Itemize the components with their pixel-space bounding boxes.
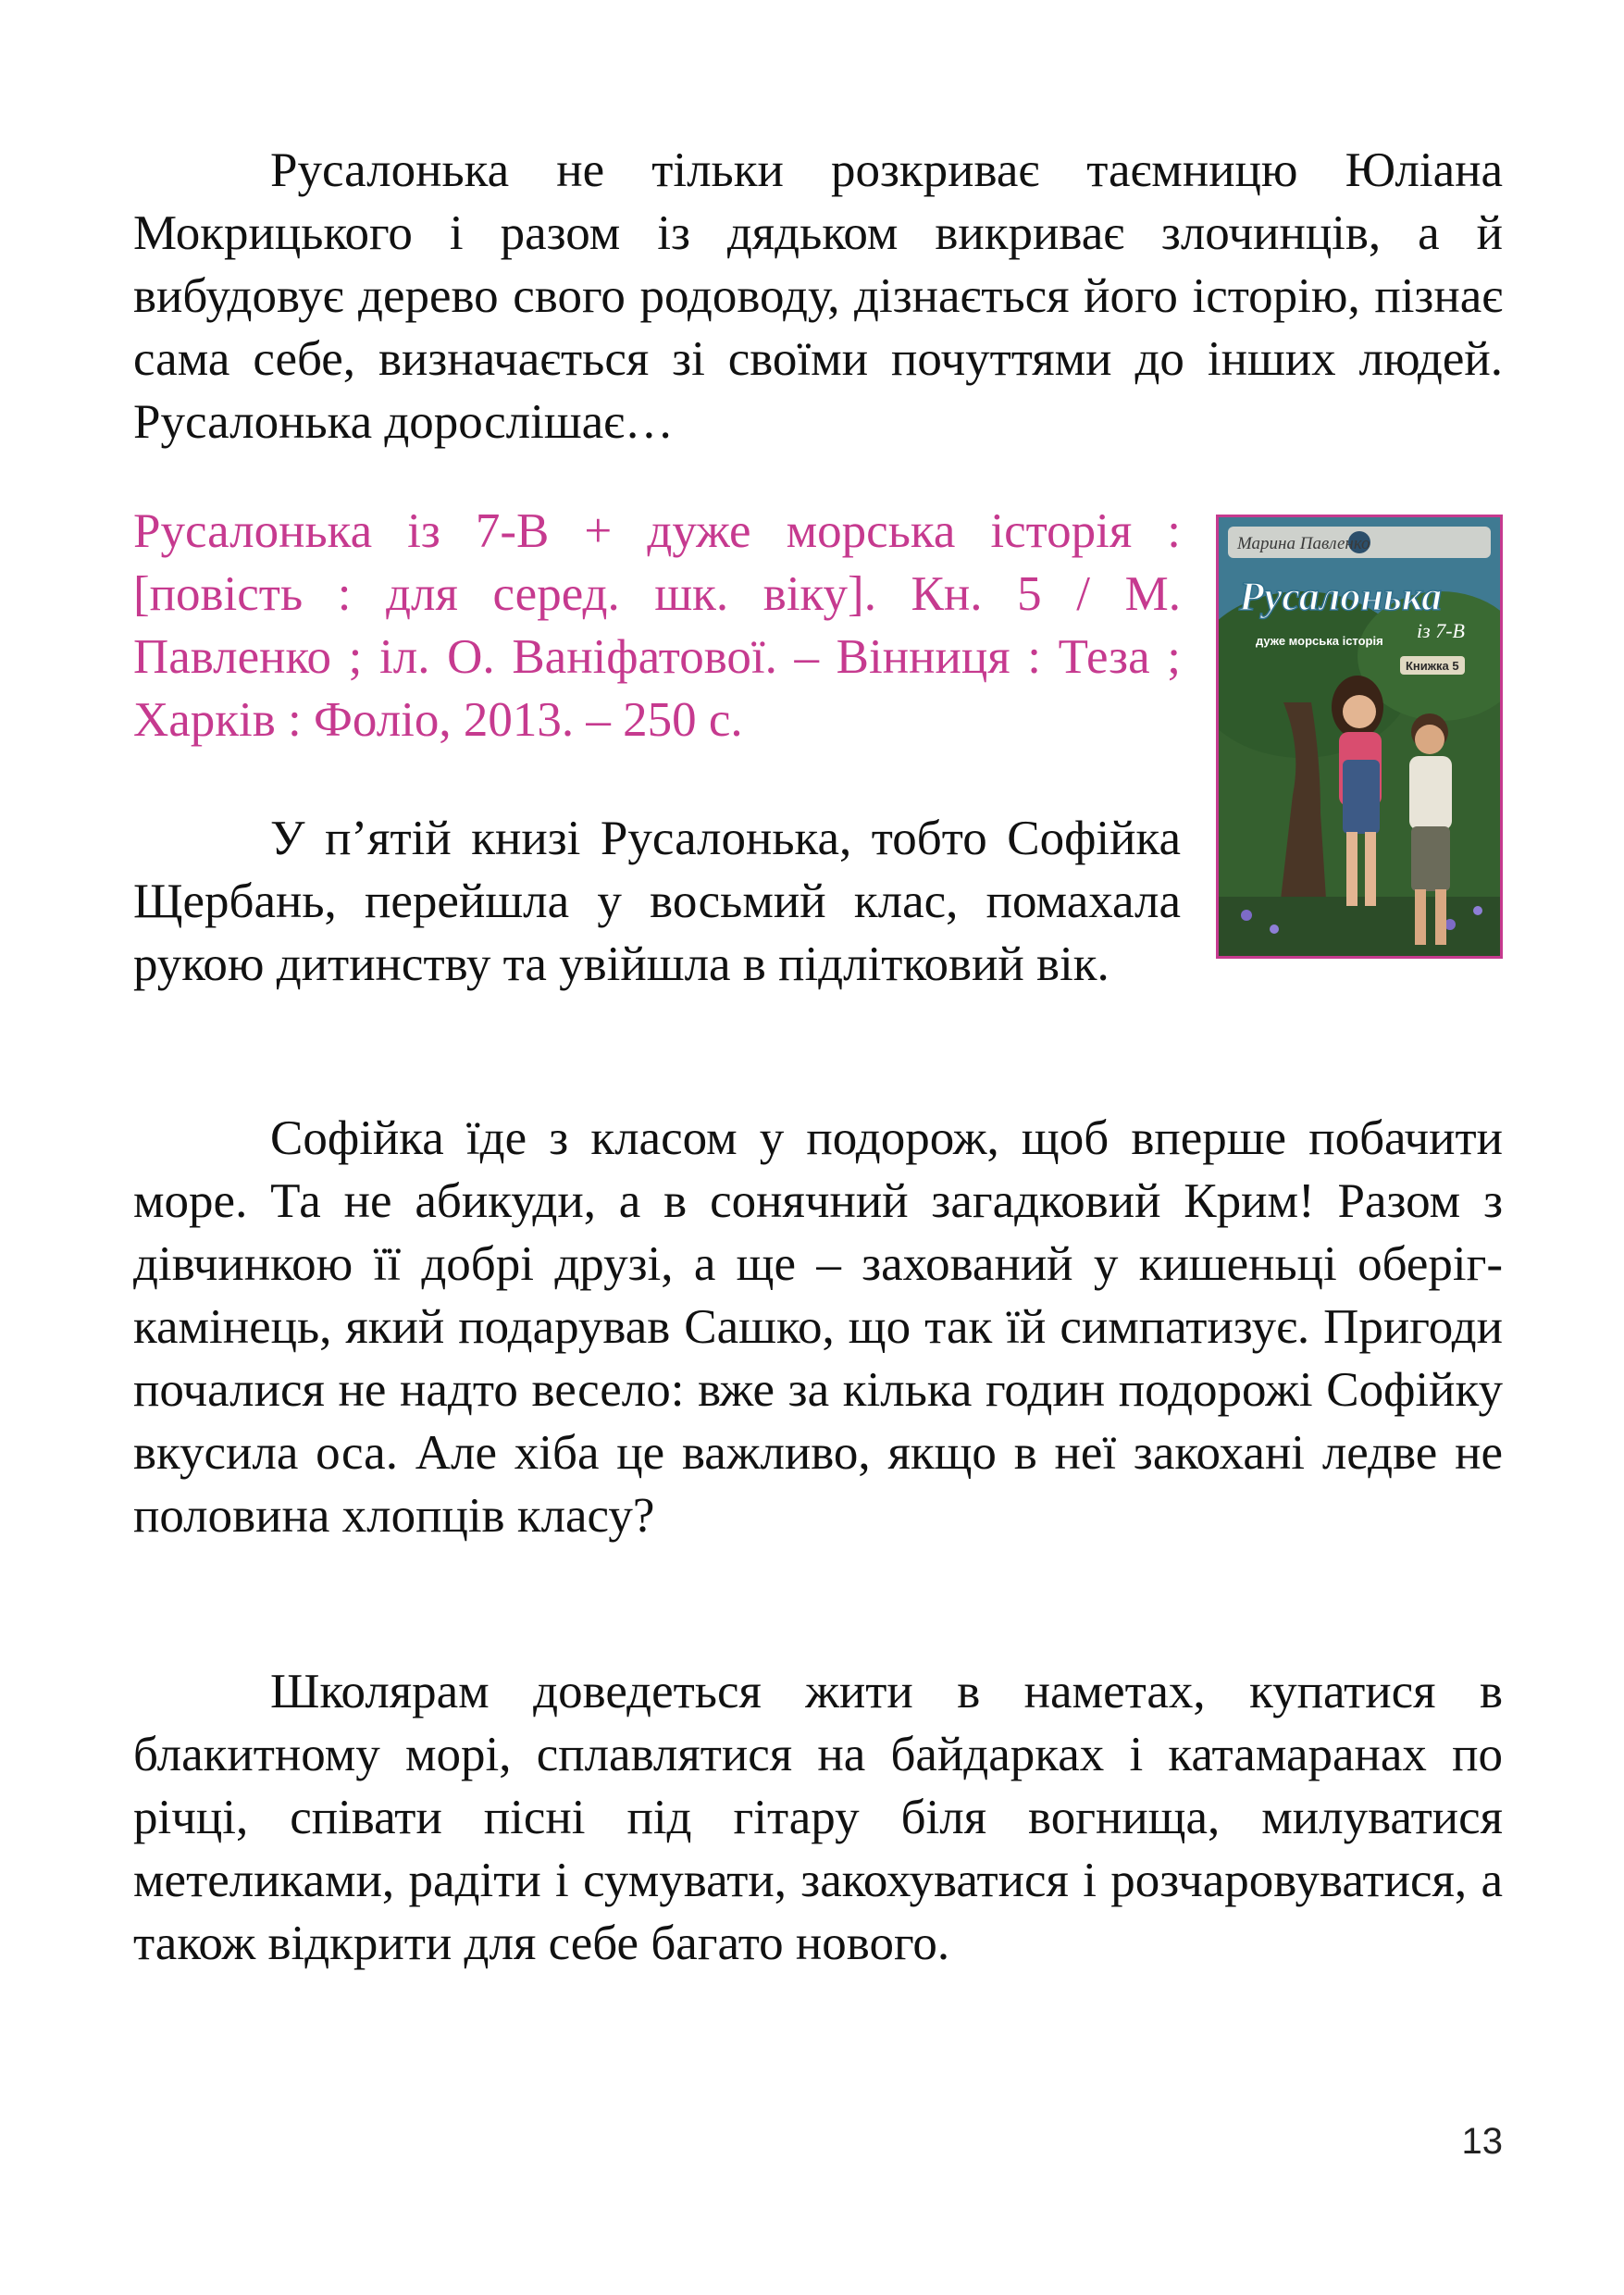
book-cover-illustration (1219, 517, 1500, 956)
paragraph-adventures: Школярам доведеться жити в наметах, купатися в блакитному морі, сплавлятися на байдарках і катамаранах по річці, співати пісні під гітару біля вогнища, милуватися метеликами, радіти і сумувати, закохуватися і розчаровуватися, а також відкрити для себе багато нового. (133, 1665, 1503, 1970)
cover-author: Марина Павленко (1237, 534, 1370, 553)
cover-book-label: Книжка 5 (1406, 659, 1459, 673)
cover-title: Русалонька (1239, 574, 1443, 619)
paragraph-book-five: У п’ятій книзі Русалонька, тобто Софійка Щербань, перейшла у восьмий клас, помахала рукою дитинству та увійшла в підлітковий вік. (133, 812, 1181, 991)
paragraph-journey: Софійка їде з класом у подорож, щоб вперше побачити море. Та не абикуди, а в сонячний загадковий Крим! Разом з дівчинкою її добрі друзі, а ще – захований у кишеньці оберіг-камінець, який подарував Сашко, що так їй симпатизує. Пригоди почалися не надто весело: вже за кілька годин подорожі Софійку вкусила оса. Але хіба це важливо, якщо в неї закохані ледве не половина хлопців класу? (133, 1111, 1503, 1543)
cover-subtitle: із 7-В (1417, 619, 1465, 642)
page-number: 13 (1461, 2121, 1503, 2162)
paragraph-intro: Русалонька не тільки розкриває таємницю Юліана Мокрицького і разом із дядьком викриває злочинців, а й вибудовує дерево свого родоводу, дізнається його історію, пізнає сама себе, визначається зі своїми почуттями до інших людей. Русалонька дорослішає… (133, 143, 1503, 449)
cover-series-note: дуже морська історія (1256, 634, 1383, 648)
book-cover-image (1216, 515, 1503, 959)
bibliographic-reference: Русалонька із 7-В + дуже морська історія : [повість : для серед. шк. віку]. Кн. 5 / М. Павленко ; іл. О. Ваніфатової. – Вінниця : Теза ; Харків : Фоліо, 2013. – 250 с. (133, 504, 1181, 747)
